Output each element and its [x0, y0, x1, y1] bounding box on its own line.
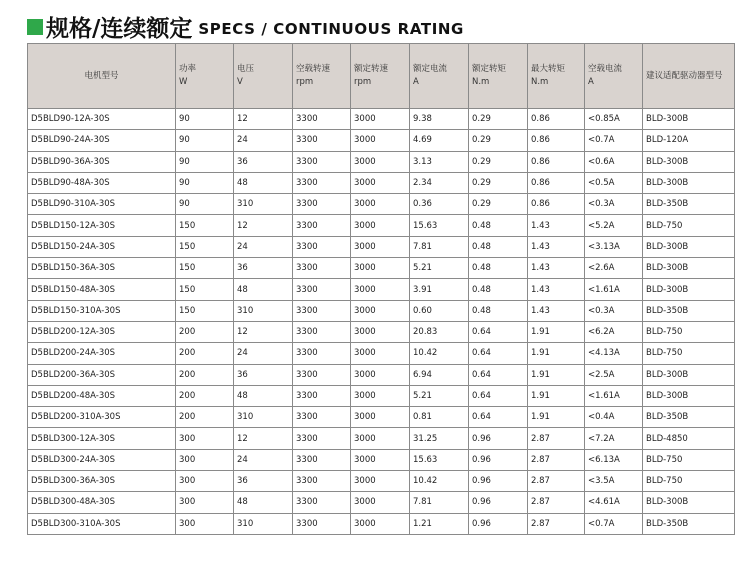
table-row — [28, 471, 735, 492]
cell-rated-current: 9.38 — [410, 109, 469, 130]
header-no-load-speed — [293, 44, 351, 109]
cell-driver-model: BLD-4850 — [643, 428, 735, 449]
cell-no-load-speed: 3300 — [293, 343, 351, 364]
cell-rated-speed: 3000 — [351, 513, 410, 534]
cell-driver-model: BLD-350B — [643, 407, 735, 428]
header-rated-torque — [469, 44, 528, 109]
cell-model: D5BLD200-48A-30S — [28, 385, 176, 406]
table-row — [28, 279, 735, 300]
title-chinese: 规格/连续额定 — [46, 15, 193, 42]
cell-max-torque: 2.87 — [528, 513, 585, 534]
cell-rated-speed: 3000 — [351, 215, 410, 236]
header-label: 最大转矩 — [531, 64, 566, 74]
cell-rated-current: 3.91 — [410, 279, 469, 300]
cell-power: 90 — [176, 130, 234, 151]
cell-max-torque: 0.86 — [528, 130, 585, 151]
cell-no-load-current: <7.2A — [585, 428, 643, 449]
cell-voltage: 12 — [234, 215, 293, 236]
cell-rated-current: 20.83 — [410, 321, 469, 342]
cell-max-torque: 2.87 — [528, 471, 585, 492]
header-unit: V — [237, 77, 243, 87]
cell-no-load-speed: 3300 — [293, 428, 351, 449]
cell-power: 300 — [176, 513, 234, 534]
cell-rated-speed: 3000 — [351, 300, 410, 321]
cell-power: 200 — [176, 407, 234, 428]
specs-table — [27, 43, 735, 535]
cell-no-load-current: <3.13A — [585, 236, 643, 257]
header-label: 电机型号 — [84, 70, 119, 81]
cell-no-load-speed: 3300 — [293, 194, 351, 215]
cell-max-torque: 1.43 — [528, 258, 585, 279]
cell-max-torque: 1.91 — [528, 385, 585, 406]
cell-voltage: 12 — [234, 428, 293, 449]
cell-no-load-speed: 3300 — [293, 364, 351, 385]
cell-model: D5BLD200-24A-30S — [28, 343, 176, 364]
table-row — [28, 236, 735, 257]
cell-max-torque: 1.43 — [528, 236, 585, 257]
cell-power: 150 — [176, 279, 234, 300]
cell-max-torque: 0.86 — [528, 151, 585, 172]
cell-driver-model: BLD-750 — [643, 215, 735, 236]
cell-model: D5BLD300-48A-30S — [28, 492, 176, 513]
cell-rated-torque: 0.29 — [469, 151, 528, 172]
cell-no-load-speed: 3300 — [293, 236, 351, 257]
header-no-load-current — [585, 44, 643, 109]
table-row — [28, 321, 735, 342]
table-row — [28, 449, 735, 470]
cell-rated-torque: 0.96 — [469, 513, 528, 534]
cell-rated-current: 5.21 — [410, 385, 469, 406]
cell-driver-model: BLD-300B — [643, 236, 735, 257]
cell-model: D5BLD90-12A-30S — [28, 109, 176, 130]
cell-voltage: 48 — [234, 385, 293, 406]
cell-no-load-speed: 3300 — [293, 109, 351, 130]
cell-voltage: 36 — [234, 364, 293, 385]
cell-no-load-current: <6.2A — [585, 321, 643, 342]
header-label: 电压 — [237, 64, 255, 74]
cell-voltage: 12 — [234, 109, 293, 130]
cell-power: 300 — [176, 471, 234, 492]
table-row — [28, 130, 735, 151]
cell-no-load-current: <0.3A — [585, 194, 643, 215]
cell-rated-current: 10.42 — [410, 343, 469, 364]
cell-voltage: 36 — [234, 151, 293, 172]
header-label: 空载电流 — [588, 64, 623, 74]
cell-rated-torque: 0.64 — [469, 385, 528, 406]
cell-rated-speed: 3000 — [351, 194, 410, 215]
cell-max-torque: 2.87 — [528, 428, 585, 449]
cell-driver-model: BLD-750 — [643, 321, 735, 342]
green-square-icon — [27, 19, 43, 35]
cell-rated-torque: 0.29 — [469, 130, 528, 151]
cell-no-load-speed: 3300 — [293, 151, 351, 172]
cell-power: 300 — [176, 428, 234, 449]
header-power — [176, 44, 234, 109]
cell-rated-torque: 0.96 — [469, 492, 528, 513]
cell-rated-torque: 0.29 — [469, 194, 528, 215]
cell-max-torque: 2.87 — [528, 449, 585, 470]
cell-model: D5BLD90-310A-30S — [28, 194, 176, 215]
cell-rated-speed: 3000 — [351, 385, 410, 406]
header-rated-speed — [351, 44, 410, 109]
cell-model: D5BLD90-48A-30S — [28, 172, 176, 193]
cell-voltage: 310 — [234, 513, 293, 534]
cell-rated-current: 6.94 — [410, 364, 469, 385]
cell-voltage: 310 — [234, 407, 293, 428]
cell-rated-speed: 3000 — [351, 407, 410, 428]
cell-rated-current: 10.42 — [410, 471, 469, 492]
cell-rated-speed: 3000 — [351, 364, 410, 385]
cell-rated-current: 5.21 — [410, 258, 469, 279]
cell-driver-model: BLD-300B — [643, 172, 735, 193]
cell-rated-torque: 0.48 — [469, 279, 528, 300]
cell-rated-speed: 3000 — [351, 236, 410, 257]
table-header-row — [28, 44, 735, 109]
cell-model: D5BLD90-24A-30S — [28, 130, 176, 151]
cell-driver-model: BLD-120A — [643, 130, 735, 151]
header-unit: rpm — [296, 77, 314, 87]
cell-rated-current: 31.25 — [410, 428, 469, 449]
cell-rated-speed: 3000 — [351, 151, 410, 172]
page-title — [27, 12, 464, 40]
header-label: 功率 — [179, 64, 197, 74]
cell-rated-speed: 3000 — [351, 492, 410, 513]
cell-voltage: 48 — [234, 492, 293, 513]
table-row — [28, 343, 735, 364]
cell-max-torque: 1.91 — [528, 343, 585, 364]
cell-model: D5BLD90-36A-30S — [28, 151, 176, 172]
cell-driver-model: BLD-750 — [643, 471, 735, 492]
cell-no-load-current: <3.5A — [585, 471, 643, 492]
table-row — [28, 172, 735, 193]
cell-power: 150 — [176, 236, 234, 257]
header-voltage — [234, 44, 293, 109]
cell-rated-speed: 3000 — [351, 343, 410, 364]
cell-no-load-current: <2.5A — [585, 364, 643, 385]
cell-rated-torque: 0.64 — [469, 343, 528, 364]
cell-rated-torque: 0.96 — [469, 428, 528, 449]
cell-no-load-current: <1.61A — [585, 279, 643, 300]
header-unit: A — [588, 77, 594, 87]
cell-no-load-current: <6.13A — [585, 449, 643, 470]
cell-rated-current: 15.63 — [410, 215, 469, 236]
cell-max-torque: 0.86 — [528, 109, 585, 130]
cell-voltage: 24 — [234, 343, 293, 364]
cell-no-load-current: <0.7A — [585, 130, 643, 151]
cell-rated-current: 0.81 — [410, 407, 469, 428]
cell-voltage: 12 — [234, 321, 293, 342]
cell-power: 300 — [176, 449, 234, 470]
cell-no-load-current: <4.61A — [585, 492, 643, 513]
cell-no-load-speed: 3300 — [293, 407, 351, 428]
cell-max-torque: 0.86 — [528, 194, 585, 215]
header-label: 额定电流 — [413, 64, 448, 74]
cell-rated-torque: 0.64 — [469, 321, 528, 342]
cell-power: 150 — [176, 215, 234, 236]
cell-power: 90 — [176, 151, 234, 172]
cell-rated-torque: 0.48 — [469, 215, 528, 236]
header-label: 额定转速 — [354, 64, 389, 74]
cell-model: D5BLD150-12A-30S — [28, 215, 176, 236]
cell-voltage: 310 — [234, 194, 293, 215]
cell-rated-current: 4.69 — [410, 130, 469, 151]
header-rated-current — [410, 44, 469, 109]
cell-power: 200 — [176, 364, 234, 385]
cell-model: D5BLD200-310A-30S — [28, 407, 176, 428]
cell-no-load-speed: 3300 — [293, 471, 351, 492]
cell-model: D5BLD200-12A-30S — [28, 321, 176, 342]
cell-rated-torque: 0.64 — [469, 407, 528, 428]
cell-driver-model: BLD-300B — [643, 492, 735, 513]
cell-voltage: 24 — [234, 449, 293, 470]
cell-no-load-speed: 3300 — [293, 449, 351, 470]
cell-power: 90 — [176, 172, 234, 193]
cell-driver-model: BLD-350B — [643, 194, 735, 215]
cell-driver-model: BLD-350B — [643, 300, 735, 321]
cell-no-load-speed: 3300 — [293, 300, 351, 321]
cell-model: D5BLD150-24A-30S — [28, 236, 176, 257]
table-row — [28, 513, 735, 534]
cell-model: D5BLD150-310A-30S — [28, 300, 176, 321]
cell-rated-torque: 0.96 — [469, 471, 528, 492]
cell-no-load-current: <0.4A — [585, 407, 643, 428]
cell-voltage: 310 — [234, 300, 293, 321]
cell-power: 150 — [176, 258, 234, 279]
header-label: 额定转矩 — [472, 64, 507, 74]
cell-rated-current: 15.63 — [410, 449, 469, 470]
table-row — [28, 194, 735, 215]
cell-model: D5BLD150-36A-30S — [28, 258, 176, 279]
cell-no-load-speed: 3300 — [293, 130, 351, 151]
cell-no-load-speed: 3300 — [293, 513, 351, 534]
table-row — [28, 492, 735, 513]
cell-voltage: 24 — [234, 236, 293, 257]
cell-no-load-current: <0.3A — [585, 300, 643, 321]
cell-max-torque: 1.91 — [528, 407, 585, 428]
cell-rated-current: 3.13 — [410, 151, 469, 172]
table-row — [28, 428, 735, 449]
cell-no-load-speed: 3300 — [293, 172, 351, 193]
table-row — [28, 151, 735, 172]
cell-power: 200 — [176, 385, 234, 406]
cell-model: D5BLD300-36A-30S — [28, 471, 176, 492]
cell-no-load-current: <0.7A — [585, 513, 643, 534]
cell-driver-model: BLD-300B — [643, 258, 735, 279]
cell-rated-torque: 0.29 — [469, 109, 528, 130]
cell-model: D5BLD300-24A-30S — [28, 449, 176, 470]
cell-power: 200 — [176, 343, 234, 364]
cell-model: D5BLD150-48A-30S — [28, 279, 176, 300]
cell-max-torque: 0.86 — [528, 172, 585, 193]
cell-power: 90 — [176, 194, 234, 215]
header-unit: A — [413, 77, 419, 87]
cell-power: 200 — [176, 321, 234, 342]
cell-no-load-current: <5.2A — [585, 215, 643, 236]
table-row — [28, 215, 735, 236]
cell-no-load-speed: 3300 — [293, 258, 351, 279]
cell-rated-current: 7.81 — [410, 492, 469, 513]
cell-driver-model: BLD-750 — [643, 449, 735, 470]
cell-max-torque: 1.91 — [528, 321, 585, 342]
header-model — [28, 44, 176, 109]
cell-no-load-speed: 3300 — [293, 385, 351, 406]
table-row — [28, 364, 735, 385]
cell-driver-model: BLD-300B — [643, 279, 735, 300]
cell-rated-speed: 3000 — [351, 109, 410, 130]
cell-rated-torque: 0.48 — [469, 236, 528, 257]
cell-voltage: 24 — [234, 130, 293, 151]
cell-max-torque: 1.91 — [528, 364, 585, 385]
cell-rated-speed: 3000 — [351, 258, 410, 279]
cell-rated-torque: 0.48 — [469, 258, 528, 279]
cell-rated-current: 2.34 — [410, 172, 469, 193]
header-unit: rpm — [354, 77, 372, 87]
header-driver-model — [643, 44, 735, 109]
cell-max-torque: 1.43 — [528, 215, 585, 236]
cell-no-load-current: <1.61A — [585, 385, 643, 406]
cell-rated-speed: 3000 — [351, 321, 410, 342]
cell-rated-current: 0.60 — [410, 300, 469, 321]
cell-power: 150 — [176, 300, 234, 321]
header-label: 建议适配驱动器型号 — [646, 70, 723, 81]
cell-no-load-speed: 3300 — [293, 215, 351, 236]
title-english: SPECS / CONTINUOUS RATING — [198, 20, 464, 38]
table-row — [28, 109, 735, 130]
cell-driver-model: BLD-300B — [643, 364, 735, 385]
cell-model: D5BLD300-12A-30S — [28, 428, 176, 449]
cell-rated-current: 1.21 — [410, 513, 469, 534]
cell-rated-speed: 3000 — [351, 130, 410, 151]
cell-driver-model: BLD-750 — [643, 343, 735, 364]
cell-no-load-current: <2.6A — [585, 258, 643, 279]
header-unit: W — [179, 77, 188, 87]
cell-driver-model: BLD-300B — [643, 151, 735, 172]
cell-max-torque: 1.43 — [528, 279, 585, 300]
table-body — [28, 109, 735, 535]
cell-no-load-current: <0.85A — [585, 109, 643, 130]
cell-rated-torque: 0.48 — [469, 300, 528, 321]
table-row — [28, 407, 735, 428]
cell-max-torque: 2.87 — [528, 492, 585, 513]
cell-rated-current: 7.81 — [410, 236, 469, 257]
header-label: 空载转速 — [296, 64, 331, 74]
cell-no-load-speed: 3300 — [293, 321, 351, 342]
header-max-torque — [528, 44, 585, 109]
header-unit: N.m — [472, 77, 490, 87]
cell-rated-speed: 3000 — [351, 449, 410, 470]
cell-driver-model: BLD-300B — [643, 109, 735, 130]
cell-rated-torque: 0.29 — [469, 172, 528, 193]
cell-no-load-current: <0.6A — [585, 151, 643, 172]
cell-voltage: 36 — [234, 258, 293, 279]
cell-no-load-speed: 3300 — [293, 279, 351, 300]
cell-driver-model: BLD-350B — [643, 513, 735, 534]
cell-no-load-current: <0.5A — [585, 172, 643, 193]
header-unit: N.m — [531, 77, 549, 87]
cell-model: D5BLD200-36A-30S — [28, 364, 176, 385]
cell-rated-current: 0.36 — [410, 194, 469, 215]
cell-voltage: 48 — [234, 279, 293, 300]
table-row — [28, 258, 735, 279]
cell-rated-torque: 0.64 — [469, 364, 528, 385]
cell-model: D5BLD300-310A-30S — [28, 513, 176, 534]
cell-rated-torque: 0.96 — [469, 449, 528, 470]
cell-rated-speed: 3000 — [351, 279, 410, 300]
cell-no-load-current: <4.13A — [585, 343, 643, 364]
table-row — [28, 300, 735, 321]
cell-rated-speed: 3000 — [351, 172, 410, 193]
cell-voltage: 48 — [234, 172, 293, 193]
cell-rated-speed: 3000 — [351, 471, 410, 492]
cell-driver-model: BLD-300B — [643, 385, 735, 406]
cell-power: 300 — [176, 492, 234, 513]
cell-voltage: 36 — [234, 471, 293, 492]
cell-no-load-speed: 3300 — [293, 492, 351, 513]
cell-power: 90 — [176, 109, 234, 130]
cell-max-torque: 1.43 — [528, 300, 585, 321]
cell-rated-speed: 3000 — [351, 428, 410, 449]
table-row — [28, 385, 735, 406]
